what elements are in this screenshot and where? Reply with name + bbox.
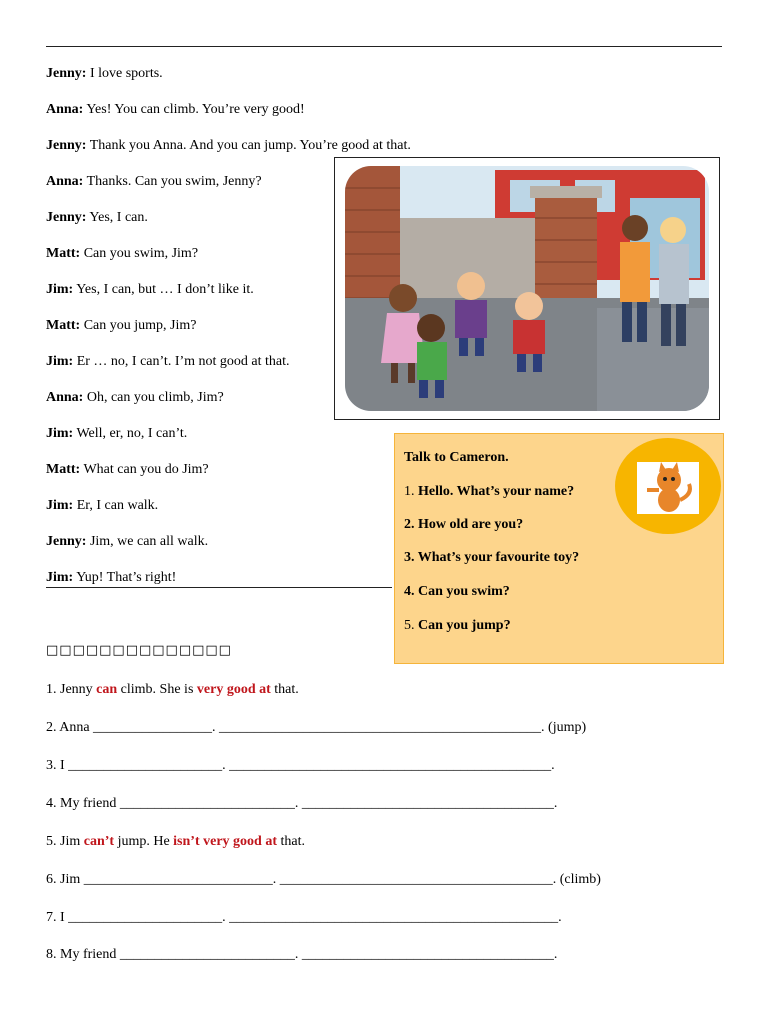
exercise-3[interactable]: 3. I ______________________. ______________________________________________.	[46, 758, 555, 773]
exercise-example-1: 1. Jenny can climb. She is very good at that.	[46, 682, 299, 697]
talk-question: 5. Can you jump?	[404, 618, 511, 633]
exercise-4[interactable]: 4. My friend _________________________. ____________________________________.	[46, 796, 558, 811]
dialogue-line: Jim: Er, I can walk.	[46, 498, 159, 513]
cameron-cat-icon	[615, 438, 721, 534]
dialogue-line: Jim: Er … no, I can’t. I’m not good at that.	[46, 354, 290, 369]
dialogue-line-last: Jim: Yup! That’s right!	[46, 569, 392, 588]
dialogue-line: Anna: Oh, can you climb, Jim?	[46, 390, 224, 405]
talk-question: 3. What’s your favourite toy?	[404, 550, 580, 565]
children-walking-illustration	[335, 158, 719, 419]
top-rule	[46, 46, 722, 47]
exercise-2[interactable]: 2. Anna _________________. ______________________________________________. (jump)	[46, 720, 587, 735]
dialogue-line: Jenny: Yes, I can.	[46, 210, 148, 225]
dialogue-line: Jenny: Thank you Anna. And you can jump. You’re good at that.	[46, 138, 411, 153]
section-heading: □□□□□□□□□□□□□□	[46, 643, 232, 658]
exercise-7[interactable]: 7. I ______________________. _______________________________________________.	[46, 910, 562, 925]
exercise-6[interactable]: 6. Jim ___________________________. _______________________________________. (climb)	[46, 872, 601, 887]
dialogue-line: Anna: Thanks. Can you swim, Jenny?	[46, 174, 262, 189]
talk-to-cameron-box	[394, 433, 724, 664]
dialogue-line: Jenny: I love sports.	[46, 66, 163, 81]
dialogue-line: Jenny: Jim, we can all walk.	[46, 534, 209, 549]
talk-question: 2. How old are you?	[404, 517, 524, 532]
dialogue-line: Jim: Yes, I can, but … I don’t like it.	[46, 282, 254, 297]
dialogue-line: Matt: Can you jump, Jim?	[46, 318, 197, 333]
talk-question: 4. Can you swim?	[404, 584, 510, 599]
dialogue-line: Jim: Well, er, no, I can’t.	[46, 426, 188, 441]
dialogue-line: Matt: Can you swim, Jim?	[46, 246, 199, 261]
illustration-frame	[334, 157, 720, 420]
talk-question: 1. Hello. What’s your name?	[404, 484, 575, 499]
exercise-example-5: 5. Jim can’t jump. He isn’t very good at that.	[46, 834, 305, 849]
exercise-8[interactable]: 8. My friend _________________________. ____________________________________.	[46, 947, 558, 962]
dialogue-line: Anna: Yes! You can climb. You’re very good!	[46, 102, 305, 117]
talk-box-title: Talk to Cameron.	[404, 450, 509, 465]
dialogue-line: Matt: What can you do Jim?	[46, 462, 209, 477]
